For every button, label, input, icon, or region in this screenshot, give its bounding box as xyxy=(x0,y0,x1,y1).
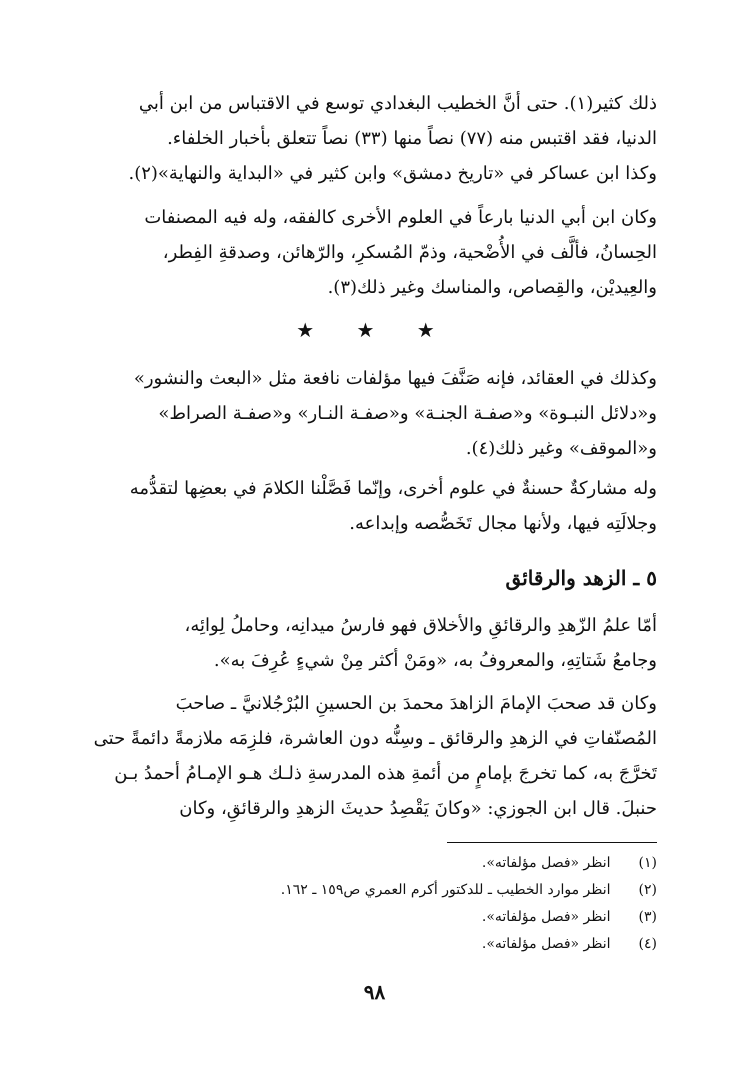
text-line: وله مشاركةٌ حسنةٌ في علوم أخرى، وإنّما فَصَّلْنا الكلامَ في بعضِها لتقدُّمه xyxy=(129,478,657,499)
page-number: ٩٨ xyxy=(363,980,386,1004)
text-line: المُصنّفاتِ في الزهدِ والرقائق ـ وسِنُّه دون العاشرة، فلزِمَه ملازمةً دائمةً حتى xyxy=(93,728,657,749)
text-line: والعِيديْن، والقِصاص، والمناسك وغير ذلك(٣). xyxy=(327,277,657,298)
paragraph-3 xyxy=(92,361,657,466)
text-line: الحِسانُ، فألَّف في الأُضْحية، وذمّ المُسكرِ، والرّهائن، وصدقةِ الفِطر، xyxy=(162,242,657,263)
footnotes xyxy=(92,850,657,958)
text-line: وكان قد صحبَ الإمامَ الزاهدَ محمدَ بن الحسينِ البُرْجُلانيَّ ـ صاحبَ xyxy=(175,693,657,714)
footnote xyxy=(92,877,657,904)
footnote xyxy=(92,850,657,877)
text-line: تَخرَّجَ به، كما تخرجَ بإمامٍ من أئمةِ هذه المدرسةِ ذلـك هـو الإمـامُ أحمدُ بـن xyxy=(114,763,657,784)
text-line: وكان ابن أبي الدنيا بارعاً في العلوم الأخرى كالفقه، وله فيه المصنفات xyxy=(144,207,657,228)
section-heading: ٥ ـ الزهد والرقائق xyxy=(505,566,657,590)
paragraph-6 xyxy=(92,686,657,826)
text-line: و«دلائل النبـوة» و«صفـة الجنـة» و«صفـة النـار» و«صفـة الصراط» xyxy=(158,403,657,424)
footnote xyxy=(92,931,657,958)
footnote xyxy=(92,904,657,931)
paragraph-5 xyxy=(92,608,657,678)
text-line: و«الموقف» وغير ذلك(٤). xyxy=(465,438,657,459)
text-line: وجامعُ شَتاتِهِ، والمعروفُ به، «ومَنْ أكثر مِنْ شيءٍ عُرِفَ به». xyxy=(213,650,657,671)
footnote-number: (٣) xyxy=(638,909,657,925)
footnote-text: انظر «فصل مؤلفاته». xyxy=(481,909,611,925)
footnote-text: انظر «فصل مؤلفاته». xyxy=(481,936,611,952)
footnote-divider xyxy=(447,842,657,843)
footnote-text: انظر موارد الخطيب ـ للدكتور أكرم العمري ص١٥٩ ـ ١٦٢. xyxy=(280,882,611,898)
footnote-number: (١) xyxy=(638,855,657,871)
text-line: وكذلك في العقائد، فإنه صَنَّفَ فيها مؤلفات نافعة مثل «البعث والنشور» xyxy=(133,368,657,389)
paragraph-2 xyxy=(92,200,657,305)
footnote-number: (٤) xyxy=(638,936,657,952)
paragraph-1 xyxy=(92,86,657,191)
section-separator-stars: ★ ★ ★ xyxy=(296,318,453,342)
text-line: ذلك كثير(١). حتى أنَّ الخطيب البغدادي توسع في الاقتباس من ابن أبي xyxy=(138,93,657,114)
footnote-text: انظر «فصل مؤلفاته». xyxy=(481,855,611,871)
footnote-number: (٢) xyxy=(638,882,657,898)
paragraph-4 xyxy=(92,471,657,541)
text-line: وجلالَتِه فيها، ولأنها مجال تَخَصُّصه وإبداعه. xyxy=(349,513,657,534)
text-line: أمّا علمُ الزّهدِ والرقائقِ والأخلاق فهو فارسُ ميدانِه، وحاملُ لِوائِه، xyxy=(184,615,657,636)
text-line: حنبلَ. قال ابن الجوزي: «وكانَ يَقْصِدُ حديثَ الزهدِ والرقائقِ، وكان xyxy=(179,798,657,819)
text-line: الدنيا، فقد اقتبس منه (٧٧) نصاً منها (٣٣) نصاً تتعلق بأخبار الخلفاء. xyxy=(167,128,657,149)
text-line: وكذا ابن عساكر في «تاريخ دمشق» وابن كثير في «البداية والنهاية»(٢). xyxy=(128,163,657,184)
